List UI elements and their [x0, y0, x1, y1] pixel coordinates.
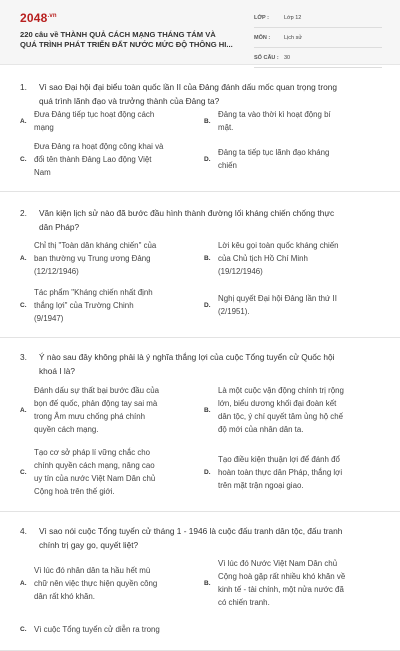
option-line: lớn, biểu dương khối đại đoàn kết — [218, 399, 337, 408]
answer-options — [20, 108, 380, 179]
answer-option-b[interactable] — [204, 108, 380, 134]
option-letter: C. — [20, 468, 27, 476]
question-number: 3. — [20, 352, 27, 362]
option-line: Vì lúc đó Nước Việt Nam Dân chủ — [218, 559, 338, 568]
option-line: Lời kêu gọi toàn quốc kháng chiến — [218, 240, 339, 250]
option-letter: C. — [20, 155, 27, 163]
question-text — [20, 206, 380, 234]
question-text — [20, 80, 380, 108]
option-line: Tác phẩm "Kháng chiến nhất định — [34, 287, 153, 297]
option-line: Cộng hoà trên thế giới. — [34, 487, 115, 496]
meta-grade — [254, 12, 382, 28]
option-line: Cộng hoà gặp rất nhiều khó khăn về — [218, 572, 346, 581]
option-line: (9/1947) — [34, 313, 64, 323]
site-logo[interactable] — [20, 11, 57, 25]
option-line: dân tộc, ý chí quyết tâm ủng hộ chế — [218, 412, 344, 421]
option-text — [218, 108, 380, 134]
option-text — [34, 108, 196, 134]
question-line: quá trình lãnh đạo và trưởng thành của Đảng ta? — [39, 96, 220, 106]
answer-option-a[interactable] — [20, 556, 196, 610]
option-line: kinh tế - tài chính, một nửa nước đã — [218, 585, 344, 594]
question-number: 4. — [20, 526, 27, 536]
option-letter: A. — [20, 406, 27, 414]
option-line: Đảng ta vào thời kì hoạt động bí — [218, 110, 331, 119]
title-line: 220 câu về THÀNH QUẢ CÁCH MẠNG THÁNG TÁM VÀ — [20, 30, 216, 39]
answer-option-c[interactable] — [20, 285, 196, 325]
question-2 — [0, 192, 400, 338]
option-line: bọn đế quốc, phản động tay sai mà — [34, 399, 158, 408]
question-4 — [0, 512, 400, 651]
question-line: Văn kiện lịch sử nào đã bước đầu hình thành đường lối kháng chiến chống thực — [39, 208, 335, 218]
option-line: Tạo điều kiện thuận lợi để đánh đổ — [218, 454, 340, 464]
answer-option-a[interactable] — [20, 383, 196, 437]
option-text — [34, 286, 196, 325]
option-letter: B. — [204, 579, 211, 587]
option-line: của Chủ tịch Hồ Chí Minh — [218, 253, 308, 263]
option-text — [218, 453, 380, 492]
question-number: 2. — [20, 208, 27, 218]
option-text — [218, 292, 380, 318]
answer-option-c[interactable] — [20, 445, 196, 499]
option-line: Đánh dấu sự thất bại bước đầu của — [34, 386, 159, 395]
option-line: Đưa Đảng tiếp tục hoạt động cách — [34, 110, 155, 119]
option-letter: C. — [20, 301, 27, 309]
answer-option-b[interactable] — [204, 383, 380, 437]
option-letter: B. — [204, 117, 211, 125]
option-line: độ mới của nhân dân ta. — [218, 425, 304, 434]
answer-option-d[interactable] — [204, 445, 380, 499]
question-1 — [0, 64, 400, 192]
answer-options — [20, 234, 380, 325]
question-line: Vì sao nói cuộc Tổng tuyển cử tháng 1 - 1946 là cuộc đấu tranh dân tộc, đấu tranh — [39, 526, 343, 536]
meta-value: Lớp 12 — [284, 15, 302, 21]
answer-options — [20, 552, 380, 642]
option-line: Là một cuộc vận động chính trị rộng — [218, 386, 344, 395]
option-letter: A. — [20, 254, 27, 262]
option-text — [218, 239, 380, 278]
option-text — [218, 146, 380, 172]
option-letter: A. — [20, 579, 27, 587]
answer-option-b[interactable] — [204, 238, 380, 278]
meta-value: 30 — [284, 55, 291, 61]
option-text — [34, 140, 196, 179]
option-line: ban thường vụ Trung ương Đảng — [34, 253, 151, 263]
title-line: QUÁ TRÌNH PHÁT TRIỂN ĐẤT NƯỚC MỨC ĐỘ THÔNG HI... — [20, 40, 233, 49]
answer-option-c[interactable] — [20, 616, 196, 642]
option-letter: B. — [204, 406, 211, 414]
option-text — [34, 446, 196, 498]
option-letter: D. — [204, 468, 211, 476]
meta-value: Lịch sử — [284, 35, 303, 41]
question-line: chính trị gay go, quyết liệt? — [39, 540, 139, 550]
answer-option-d[interactable] — [204, 285, 380, 325]
question-line: dân Pháp? — [39, 222, 80, 232]
option-line: có chiến tranh. — [218, 598, 270, 607]
question-number: 1. — [20, 82, 27, 92]
option-line: Vì cuộc Tổng tuyển cử diễn ra trong — [34, 624, 160, 634]
option-line: thắng lợi" của Trường Chinh — [34, 300, 134, 310]
question-3 — [0, 338, 400, 512]
question-text — [20, 524, 380, 552]
logo-suffix: .vn — [47, 13, 57, 19]
option-letter: D. — [204, 301, 211, 309]
answer-option-b[interactable] — [204, 556, 380, 610]
header — [0, 0, 400, 65]
option-line: hoàn toàn thực dân Pháp, thắng lợi — [218, 467, 343, 477]
option-line: Nghị quyết Đại hội Đảng lần thứ II — [218, 294, 337, 303]
answer-option-d[interactable] — [204, 139, 380, 179]
answer-options — [20, 378, 380, 499]
meta-label: LỚP : — [254, 15, 269, 21]
option-text — [34, 623, 196, 636]
option-line: uy tín của nước Việt Nam Dân chủ — [34, 474, 156, 483]
option-text — [218, 557, 380, 609]
question-line: Ý nào sau đây không phải là ý nghĩa thắng lợi của cuộc Tổng tuyển cử Quốc hội — [39, 352, 335, 362]
question-line: khoá I là? — [39, 366, 75, 376]
meta-label: MÔN : — [254, 35, 271, 41]
answer-option-c[interactable] — [20, 139, 196, 179]
option-letter: D. — [204, 155, 211, 163]
option-line: Nam — [34, 167, 51, 177]
meta-subject — [254, 32, 382, 48]
option-line: chữ nên việc thực hiện quyền công — [34, 578, 158, 588]
option-line: Vì lúc đó nhân dân ta hầu hết mù — [34, 565, 151, 575]
option-text — [34, 564, 196, 603]
option-line: chính quyền cách mạng, nâng cao — [34, 461, 155, 470]
answer-option-a[interactable] — [20, 108, 196, 134]
quiz-meta — [254, 12, 382, 72]
option-line: Đưa Đảng ra hoạt động công khai và — [34, 141, 164, 151]
option-line: mật. — [218, 123, 234, 132]
question-line: Vì sao Đại hội đại biểu toàn quốc lần II của Đảng đánh dấu mốc quan trọng trong — [39, 82, 337, 92]
option-line: dân rất khó khăn. — [34, 591, 95, 601]
option-text — [34, 384, 196, 436]
option-line: mạng — [34, 123, 54, 132]
option-line: (12/12/1946) — [34, 266, 79, 276]
option-line: (2/1951). — [218, 307, 250, 316]
question-text — [20, 350, 380, 378]
option-line: trên mặt trận ngoại giao. — [218, 480, 304, 490]
option-line: (19/12/1946) — [218, 266, 263, 276]
question-list — [0, 64, 400, 651]
option-text — [34, 239, 196, 278]
meta-label: SỐ CÂU : — [254, 55, 279, 61]
option-line: quyền cách mạng. — [34, 425, 99, 434]
option-letter: B. — [204, 254, 211, 262]
option-line: Đảng ta tiếp tục lãnh đạo kháng — [218, 148, 330, 157]
answer-option-a[interactable] — [20, 238, 196, 278]
option-line: trong Âm mưu chống phá chính — [34, 412, 145, 421]
logo-text: 2048 — [20, 11, 48, 25]
quiz-title — [20, 30, 250, 50]
option-line: Tạo cơ sở pháp lí vững chắc cho — [34, 448, 151, 457]
option-line: chiến — [218, 161, 237, 170]
option-line: đổi tên thành Đảng Lao động Việt — [34, 154, 152, 164]
option-line: Chỉ thị "Toàn dân kháng chiến" của — [34, 240, 157, 250]
option-text — [218, 384, 380, 436]
option-letter: A. — [20, 117, 27, 125]
option-letter: C. — [20, 625, 27, 633]
